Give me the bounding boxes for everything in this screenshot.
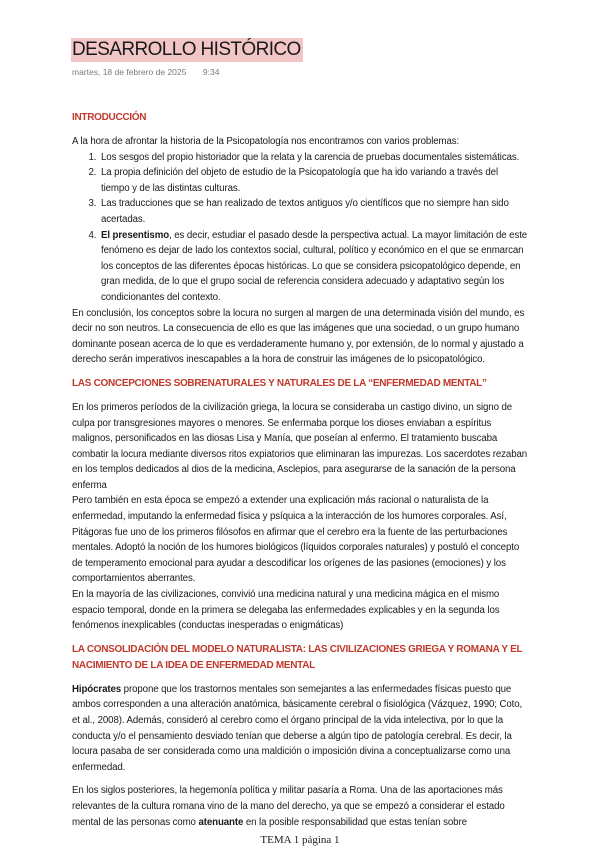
consolidacion-paragraph-1 bbox=[72, 682, 528, 776]
concepciones-paragraph-3: En la mayoría de las civilizaciones, convivió una medicina natural y una medicina mágica en el mismo espacio temporal, donde en la primera se delegaba las enfermedades explicables y en la segunda los fenómenos inexplicables (conductas inesperadas o enigmáticas) bbox=[72, 589, 500, 632]
list-item: 1. Los sesgos del propio historiador que la relata y la carencia de pruebas documentales sistemáticas. bbox=[99, 150, 528, 166]
presentismo-text: , es decir, estudiar el pasado desde la perspectiva actual. La mayor limitación de este fenómeno es dejar de lado los contextos social, cultural, político y económico en el que se enmarcan los conceptos de las diferentes épocas históricas. Lo que se considera psicopatológico depende, en gran medida, de lo que el grupo social de referencia considera adecuado y adaptativo según los condicionantes del contexto. bbox=[101, 229, 528, 303]
page-title: DESARROLLO HISTÓRICO bbox=[72, 39, 301, 60]
presentismo-term: El presentismo bbox=[101, 229, 170, 241]
content-body bbox=[72, 110, 528, 830]
page-time: 9:34 bbox=[202, 67, 220, 77]
heading-consolidacion: LA CONSOLIDACIÓN DEL MODELO NATURALISTA: LAS CIVILIZACIONES GRIEGA Y ROMANA Y EL NACIMIENTO DE LA IDEA DE ENFERMEDAD MENTAL bbox=[72, 643, 523, 671]
intro-conclusion: En conclusión, los conceptos sobre la locura no surgen al margen de una determinada visión del mundo, es decir no son neutros. La consecuencia de ello es que las imágenes que una sociedad, o un grupo humano dominante posean acerca de lo que es verdaderamente humano y, por extensión, de lo normal y ajustado a derecho serán imperativos inescapables a la hora de construir las imágenes de lo psicopatológico. bbox=[72, 307, 525, 366]
page-datetime bbox=[72, 67, 219, 77]
concepciones-paragraph-1: En los primeros períodos de la civilización griega, la locura se consideraba un castigo divino, un signo de culpa por transgresiones mayores o menores. Se enfermaba porque los dioses enviaban a espíritus malignos, personificados en las diosas Lisa y Manía, que poseían al enfermo. El tratamiento buscaba combatir la locura mediante diversos ritos expiatorios que eliminaran las impurezas. Los sacerdotes rezaban en los templos dedicados al dios de la medicina, Asclepios, para asegurarse de la sanación de la persona enferma bbox=[72, 401, 528, 491]
hipocrates-term: Hipócrates bbox=[72, 683, 122, 695]
hipocrates-text: propone que los trastornos mentales son semejantes a las enfermedades físicas puesto que ambos corresponden a una alteración anatómica, básicamente cerebral o fisiológica (Vázquez, 1990; Coto, et al., 2008). Además, consideró al cerebro como el órgano principal de la vida intelectiva, por lo que la conducta y/o el pensamiento desviado tenían que deberse a algún tipo de patología cerebral. Es decir, la locura pasaba de ser considerada como una maldición o imposición divina a conceptualizarse como una enfermedad. bbox=[72, 683, 523, 773]
list-item: 2. La propia definición del objeto de estudio de la Psicopatología que ha ido variando a través del tiempo y de las distintas culturas. bbox=[99, 165, 528, 196]
page-date: martes, 18 de febrero de 2025 bbox=[72, 67, 187, 77]
atenuante-term: atenuante bbox=[198, 816, 244, 828]
consolidacion-paragraph-2 bbox=[72, 783, 528, 830]
problems-list bbox=[72, 150, 528, 306]
roma-text-a: En los siglos posteriores, la hegemonía política y militar pasaría a Roma. Una de las aportaciones más relevantes de la cultura romana vino de la mano del derecho, ya que se empezó a considerar el estado mental de las personas como bbox=[72, 785, 505, 828]
list-item: 3. Las traducciones que se han realizado de textos antiguos y/o científicos que no siempre han sido acertadas. bbox=[99, 196, 528, 227]
list-item bbox=[99, 228, 528, 306]
roma-text-b: en la posible responsabilidad que estas tenían sobre bbox=[243, 816, 467, 828]
concepciones-paragraph-2: Pero también en esta época se empezó a extender una explicación más racional o naturalista de la enfermedad, imputando la enfermedad física y psíquica a la interacción de los humores corporales. Así, Pitágoras fue uno de los primeros filósofos en afirmar que el cerebro era la fuente de las perturbaciones mentales. Adoptó la noción de los humores biológicos (líquidos corporales naturales) y postuló el concepto de temperamento emocional para ayudar a descodificar los orígenes de las pasiones (emociones) y los comportamientos aberrantes. bbox=[72, 495, 520, 585]
intro-lead: A la hora de afrontar la historia de la Psicopatología nos encontramos con varios problemas: bbox=[72, 136, 460, 147]
heading-concepciones: LAS CONCEPCIONES SOBRENATURALES Y NATURALES DE LA “ENFERMEDAD MENTAL” bbox=[72, 377, 487, 389]
page-footer: TEMA 1 página 1 bbox=[260, 834, 340, 846]
heading-introduccion: INTRODUCCIÓN bbox=[72, 112, 147, 123]
